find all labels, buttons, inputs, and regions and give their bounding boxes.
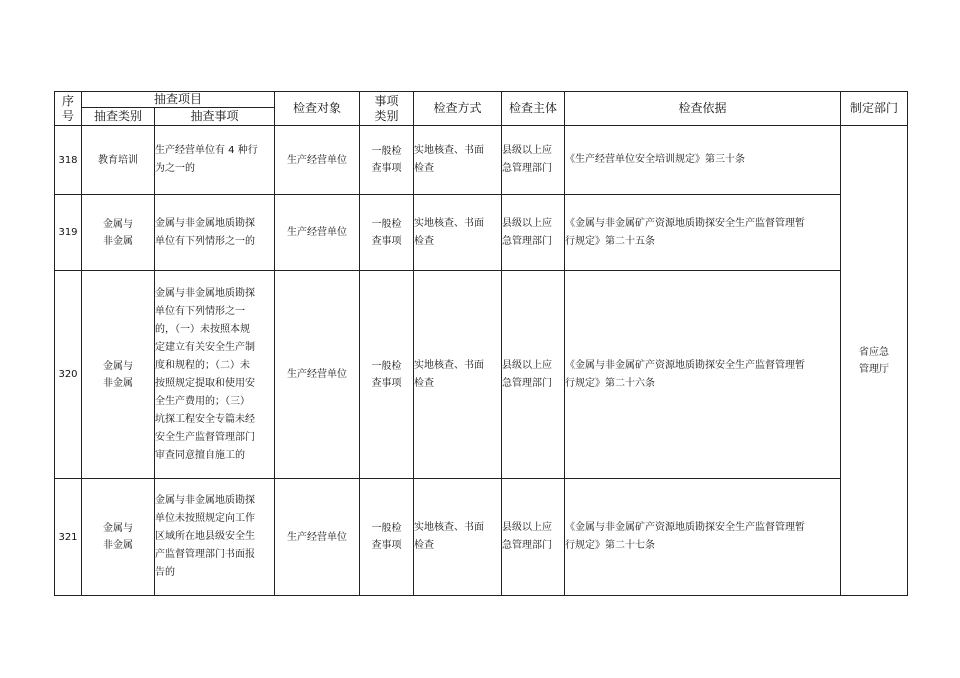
cell-matter-type: 一般检 查事项 xyxy=(360,479,414,596)
cell-matter-type: 一般检 查事项 xyxy=(360,126,414,195)
table-row xyxy=(55,479,908,596)
cell-basis: 《金属与非金属矿产资源地质勘探安全生产监督管理暂 行规定》第二十五条 xyxy=(565,195,841,271)
cell-subject: 县级以上应 急管理部门 xyxy=(502,271,565,479)
cell-seq: 318 xyxy=(55,126,82,195)
cell-basis: 《金属与非金属矿产资源地质勘探安全生产监督管理暂 行规定》第二十七条 xyxy=(565,479,841,596)
cell-target: 生产经营单位 xyxy=(275,126,360,195)
cell-category: 金属与 非金属 xyxy=(82,195,155,271)
cell-matter: 金属与非金属地质勘探 单位未按照规定向工作 区域所在地县级安全生 产监督管理部门书面报 告的 xyxy=(155,479,275,596)
cell-dept: 省应急 管理厅 xyxy=(841,126,908,596)
header-subject: 检查主体 xyxy=(502,92,565,126)
inspection-table xyxy=(54,91,908,596)
cell-subject: 县级以上应 急管理部门 xyxy=(502,195,565,271)
cell-method: 实地核查、书面 检查 xyxy=(414,195,502,271)
cell-basis: 《生产经营单位安全培训规定》第三十条 xyxy=(565,126,841,195)
header-basis: 检查依据 xyxy=(565,92,841,126)
header-method: 检查方式 xyxy=(414,92,502,126)
cell-seq: 319 xyxy=(55,195,82,271)
cell-target: 生产经营单位 xyxy=(275,271,360,479)
cell-matter: 金属与非金属地质勘探 单位有下列情形之一的 xyxy=(155,195,275,271)
header-target: 检查对象 xyxy=(275,92,360,126)
header-item-group: 抽查项目 xyxy=(82,92,275,108)
cell-category: 金属与 非金属 xyxy=(82,271,155,479)
header-dept: 制定部门 xyxy=(841,92,908,126)
cell-category: 金属与 非金属 xyxy=(82,479,155,596)
header-matter-type: 事项 类别 xyxy=(360,92,414,126)
cell-method: 实地核查、书面 检查 xyxy=(414,271,502,479)
cell-matter-type: 一般检 查事项 xyxy=(360,195,414,271)
cell-method: 实地核查、书面 检查 xyxy=(414,479,502,596)
cell-seq: 321 xyxy=(55,479,82,596)
cell-matter: 生产经营单位有 4 种行 为之一的 xyxy=(155,126,275,195)
table-row xyxy=(55,126,908,195)
header-category: 抽查类别 xyxy=(82,108,155,126)
header-seq: 序 号 xyxy=(55,92,82,126)
table-row xyxy=(55,195,908,271)
cell-basis: 《金属与非金属矿产资源地质勘探安全生产监督管理暂 行规定》第二十六条 xyxy=(565,271,841,479)
cell-target: 生产经营单位 xyxy=(275,479,360,596)
cell-subject: 县级以上应 急管理部门 xyxy=(502,126,565,195)
cell-method: 实地核查、书面 检查 xyxy=(414,126,502,195)
cell-subject: 县级以上应 急管理部门 xyxy=(502,479,565,596)
cell-target: 生产经营单位 xyxy=(275,195,360,271)
table-row xyxy=(55,271,908,479)
header-matter: 抽查事项 xyxy=(155,108,275,126)
cell-category: 教育培训 xyxy=(82,126,155,195)
cell-matter: 金属与非金属地质勘探 单位有下列情形之一 的，（一）未按照本规 定建立有关安全生产制 度和规程的；（二）未 按照规定提取和使用安 全生产费用的；（三） 坑探工程安全专篇未经 安全生产监督管理部门 审查同意擅自施工的 xyxy=(155,271,275,479)
cell-seq: 320 xyxy=(55,271,82,479)
cell-matter-type: 一般检 查事项 xyxy=(360,271,414,479)
